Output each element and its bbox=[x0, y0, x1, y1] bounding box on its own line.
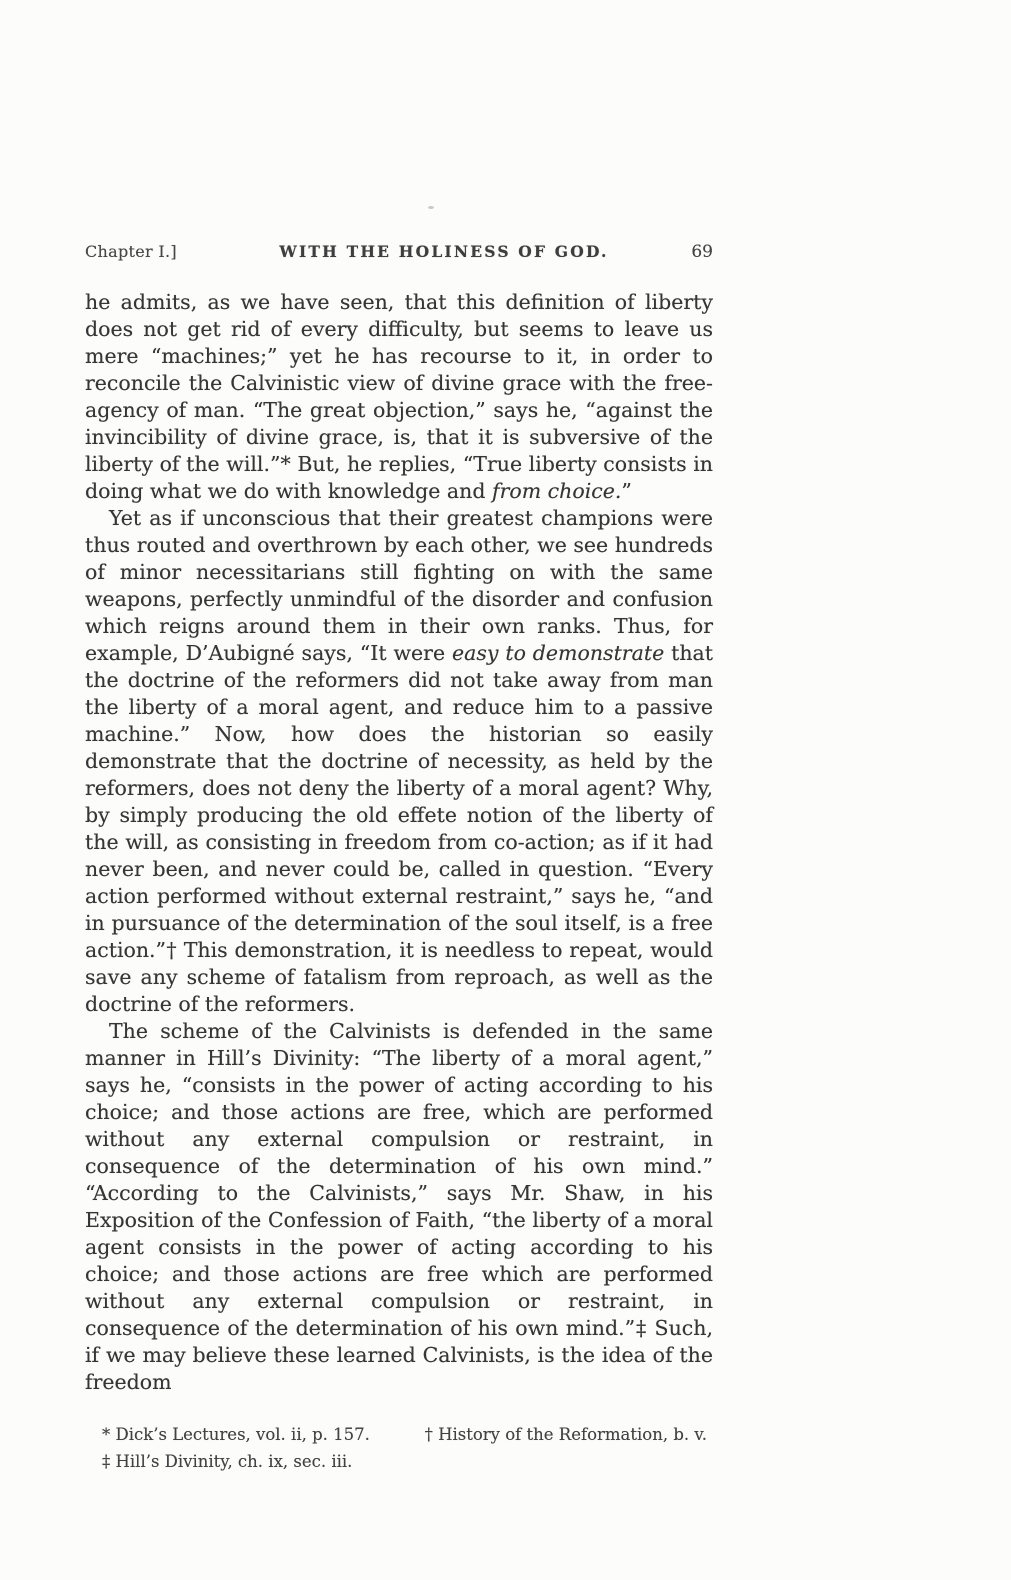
paragraph-text: The scheme of the Calvinists is defended in the same manner in Hill’s Divinity: “The liberty of a moral agent,” says he, “consists in the power of acting according to his choice; and those actions are free, which are performed without any external compulsion or restraint, in consequence of the determination of his own mind.” “According to the Calvinists,” says Mr. Shaw, in his Exposition of the Confession of Faith, “the liberty of a moral agent consists in the power of acting according to his choice; and those actions are free which are performed without any external compulsion or restraint, in consequence of the determination of his own mind.”‡ Such, if we may believe these learned Calvinists, is the idea of the freedom bbox=[85, 1019, 713, 1394]
running-head: WITH THE HOLINESS OF GOD. bbox=[279, 242, 609, 261]
footnote-hill: ‡ Hill’s Divinity, ch. ix, sec. iii. bbox=[102, 1452, 353, 1471]
paragraph-text: Yet as if unconscious that their greatest champions were thus routed and overthrown by each other, we see hundreds of minor necessitarians still fighting on with the same weapons, perfectly unmindful of the disorder and confusion which reigns around them in their own ranks. Thus, for example, D’Aubigné says, “It were bbox=[85, 506, 713, 665]
chapter-label: Chapter I.] bbox=[85, 242, 177, 261]
italic-text: easy to demonstrate bbox=[452, 641, 665, 665]
page-number: 69 bbox=[691, 242, 713, 262]
footnote-row bbox=[102, 1421, 713, 1448]
footnote-dick: * Dick’s Lectures, vol. ii, p. 157. bbox=[102, 1425, 370, 1444]
paragraph bbox=[85, 505, 713, 1018]
italic-text: from choice. bbox=[492, 479, 622, 503]
page-body bbox=[85, 289, 713, 1396]
paragraph-text: that the doctrine of the reformers did not take away from man the liberty of a moral agent, and reduce him to a passive machine.” Now, how does the historian so easily demonstrate that the doctrine of necessity, as held by the reformers, does not deny the liberty of a moral agent? Why, by simply producing the old effete notion of the liberty of the will, as consisting in freedom from co-action; as if it had never been, and never could be, called in question. “Every action performed without external restraint,” says he, “and in pursuance of the determination of the soul itself, is a free action.”† This demonstration, it is needless to repeat, would save any scheme of fatalism from reproach, as well as the doctrine of the reformers. bbox=[85, 641, 713, 1016]
scan-artifact bbox=[428, 206, 434, 209]
page-header bbox=[85, 242, 713, 262]
paragraph bbox=[85, 1018, 713, 1396]
text-column bbox=[85, 242, 713, 1475]
paragraph-text: he admits, as we have seen, that this definition of liberty does not get rid of every difficulty, but seems to leave us mere “machines;” yet he has recourse to it, in order to reconcile the Calvinistic view of divine grace with the free-agency of man. “The great objection,” says he, “against the invincibility of divine grace, is, that it is subversive of the liberty of the will.”* But, he replies, “True liberty consists in doing what we do with knowledge and bbox=[85, 290, 713, 503]
footnotes bbox=[85, 1421, 713, 1475]
paragraph bbox=[85, 289, 713, 505]
footnote-history-reformation: † History of the Reformation, b. v. bbox=[424, 1425, 707, 1444]
paragraph-text: ” bbox=[621, 479, 632, 503]
